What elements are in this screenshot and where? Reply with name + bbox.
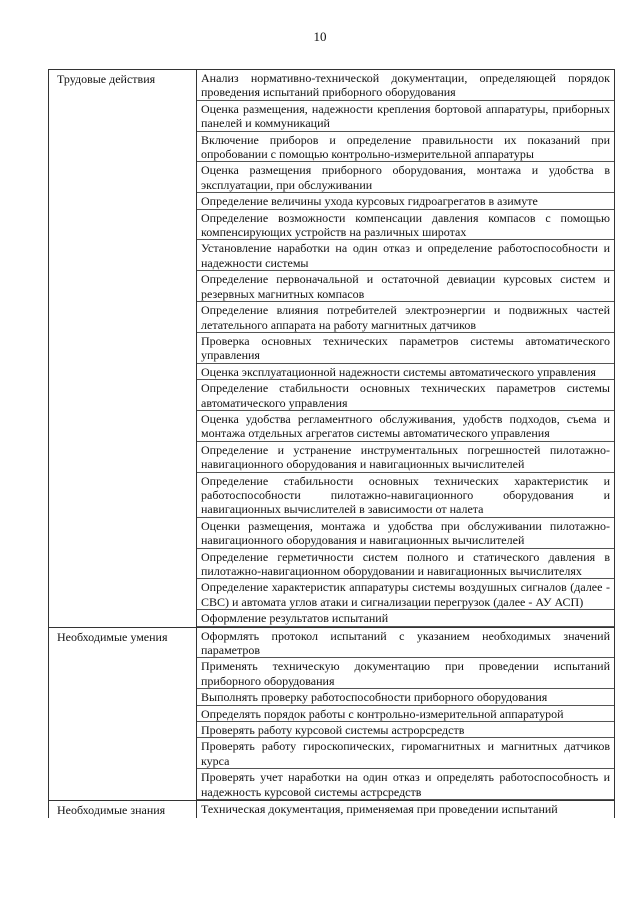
section-items-cell [197,627,615,800]
requirement-item: Применять техническую документацию при проведении испытаний приборного оборудования [197,658,614,689]
section-row [49,627,615,800]
requirement-item: Установление наработки на один отказ и определение работоспособности и надежности системы [197,240,614,271]
requirement-item: Включение приборов и определение правильности их показаний при опробовании с помощью контрольно-измерительной аппаратуры [197,132,614,163]
requirement-item: Определение возможности компенсации давления компасов с помощью компенсирующих устройств на различных широтах [197,210,614,241]
requirement-item: Проверять работу гироскопических, гиромагнитных и магнитных датчиков курса [197,738,614,769]
requirement-item: Оформление результатов испытаний [197,610,614,626]
section-row [49,801,615,818]
requirement-item: Проверка основных технических параметров системы автоматического управления [197,333,614,364]
section-label-cell [49,70,197,628]
requirement-item: Определение величины ухода курсовых гидроагрегатов в азимуте [197,193,614,209]
requirement-item: Определение стабильности основных технических параметров системы автоматического управления [197,380,614,411]
requirement-item: Оформлять протокол испытаний с указанием необходимых значений параметров [197,628,614,659]
requirement-item: Определение стабильности основных технических характеристик и работоспособности пилотажно-навигационного оборудования и навигационных вычислителей в зависимости от налета [197,473,614,518]
section-label: Трудовые действия [57,72,156,86]
competency-table-body [49,70,615,818]
section-items-cell [197,801,615,818]
requirement-item: Проверять учет наработки на один отказ и определять работоспособность и надежность курсовой системы астрсредств [197,769,614,800]
requirement-item: Оценка размещения, надежности крепления бортовой аппаратуры, приборных панелей и коммуникаций [197,101,614,132]
requirement-item: Определение герметичности систем полного и статического давления в пилотажно-навигационном оборудовании и навигационных вычислителях [197,549,614,580]
requirement-item: Выполнять проверку работоспособности приборного оборудования [197,689,614,705]
section-label: Необходимые знания [57,803,166,818]
competency-table [48,69,615,818]
requirement-item: Определение первоначальной и остаточной девиации курсовых систем и резервных магнитных компасов [197,271,614,302]
requirement-item: Оценки размещения, монтажа и удобства при обслуживании пилотажно-навигационного оборудования и навигационных вычислителей [197,518,614,549]
requirement-item: Оценка размещения приборного оборудования, монтажа и удобства в эксплуатации, при обслуживании [197,162,614,193]
requirement-item: Оценка эксплуатационной надежности системы автоматического управления [197,364,614,380]
section-label-cell [49,801,197,818]
section-label: Необходимые умения [57,629,168,644]
requirement-item: Техническая документация, применяемая при проведении испытаний [201,802,558,817]
requirement-item: Анализ нормативно-технической документации, определяющей порядок проведения испытаний приборного оборудования [197,70,614,101]
section-row [49,70,615,628]
requirement-item: Определение характеристик аппаратуры системы воздушных сигналов (далее - СВС) и автомата углов атаки и сигнализации перегрузок (далее - АУ АСП) [197,579,614,610]
section-items-cell [197,70,615,628]
requirement-item: Определение и устранение инструментальных погрешностей пилотажно-навигационного оборудования и навигационных вычислителей [197,442,614,473]
requirement-item: Определять порядок работы с контрольно-измерительной аппаратурой [197,706,614,722]
requirement-item: Проверять работу курсовой системы астрорсредств [197,722,614,738]
requirement-item: Оценка удобства регламентного обслуживания, удобств подходов, съема и монтажа отдельных агрегатов системы автоматического управления [197,411,614,442]
page-number: 10 [313,29,327,44]
requirement-item: Определение влияния потребителей электроэнергии и подвижных частей летательного аппарата на работу магнитных датчиков [197,302,614,333]
section-label-cell [49,627,197,800]
